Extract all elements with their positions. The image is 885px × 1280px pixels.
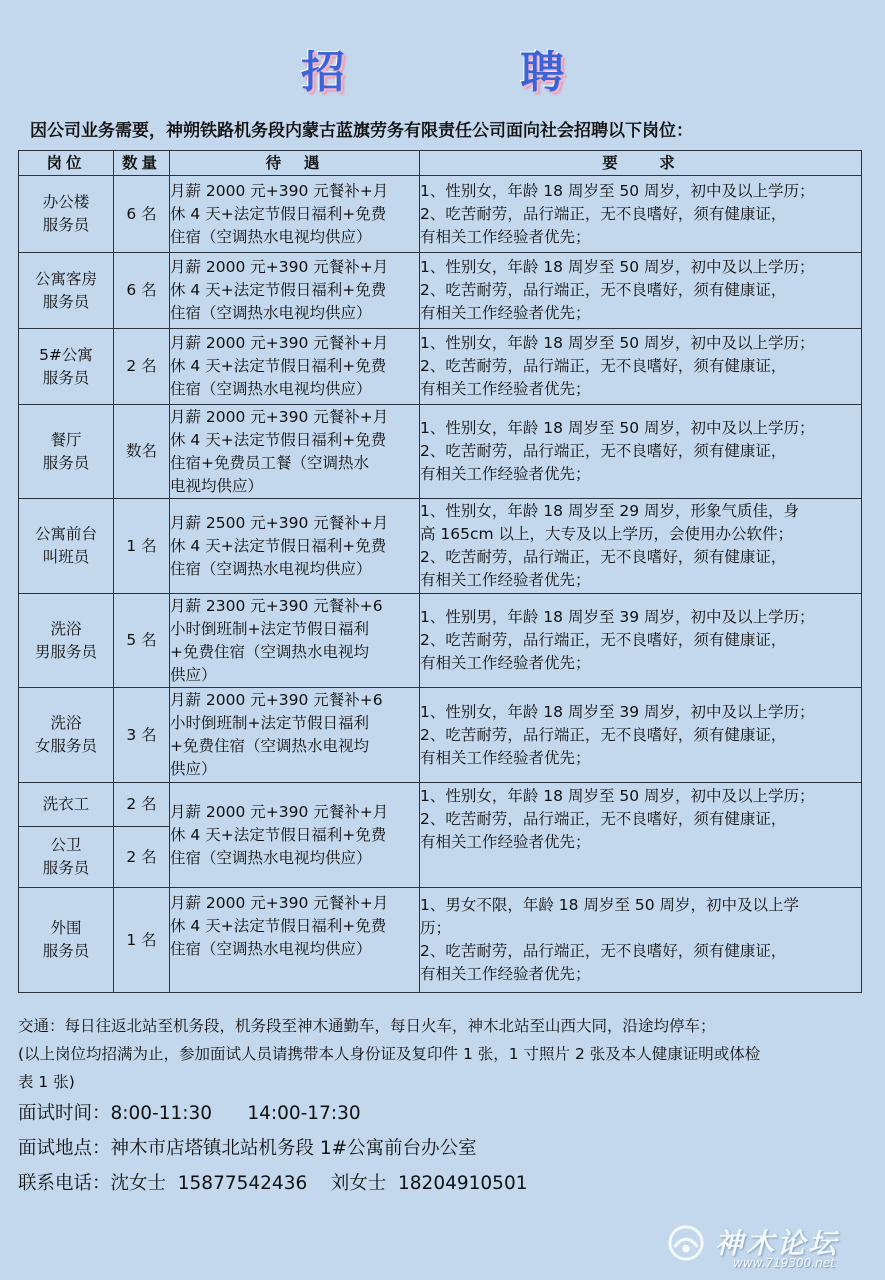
requirement-line: 有相关工作经验者优先； xyxy=(420,227,591,246)
pay-line: 休 4 天+法定节假日福利+免费 xyxy=(170,536,387,555)
note-text-1: (以上岗位均招满为止，参加面试人员请携带本人身份证及复印件 1 张，1 寸照片 2 张及本人健康证明或体检 xyxy=(18,1045,761,1063)
requirement-line: 2、吃苦耐劳，品行端正，无不良嗜好，须有健康证， xyxy=(420,631,787,649)
requirements-cell xyxy=(420,176,862,253)
pay-line: 供应） xyxy=(170,665,217,684)
requirement-line: 1、性别女，年龄 18 周岁至 50 周岁，初中及以上学历； xyxy=(420,258,815,276)
position-line: 公卫 xyxy=(50,836,82,854)
table-row xyxy=(19,253,862,329)
watermark-url: www.719300.net xyxy=(733,1256,835,1270)
pay-line: +免费住宿（空调热水电视均 xyxy=(170,737,369,755)
pay-line: 休 4 天+法定节假日福利+免费 xyxy=(170,204,387,223)
pay-line: 月薪 2300 元+390 元餐补+6 xyxy=(170,596,383,615)
pay-cell xyxy=(170,594,420,688)
requirement-line: 2、吃苦耐劳，品行端正，无不良嗜好，须有健康证， xyxy=(420,548,787,566)
position-line: 公寓前台 xyxy=(34,525,97,543)
position-cell xyxy=(19,176,114,253)
requirement-line: 有相关工作经验者优先； xyxy=(420,571,591,589)
header-position: 岗位 xyxy=(19,151,114,176)
pay-cell xyxy=(170,176,420,253)
position-cell xyxy=(19,688,114,783)
position-cell xyxy=(19,253,114,329)
requirement-line: 2、吃苦耐劳，品行端正，无不良嗜好，须有健康证， xyxy=(420,281,787,299)
count-cell: 2 名 xyxy=(114,783,170,827)
table-row xyxy=(19,329,862,405)
count-cell: 2 名 xyxy=(114,329,170,405)
requirements-cell xyxy=(420,405,862,499)
position-line: 服务员 xyxy=(42,942,90,960)
requirement-line: 2、吃苦耐劳，品行端正，无不良嗜好，须有健康证， xyxy=(420,810,787,828)
intro-text: 因公司业务需要，神朔铁路机务段内蒙古蓝旗劳务有限责任公司面向社会招聘以下岗位： xyxy=(30,121,693,141)
footer-info xyxy=(18,1012,868,1201)
requirements-cell xyxy=(420,499,862,594)
pay-line: 住宿（空调热水电视均供应） xyxy=(170,227,372,246)
pay-line: 电视均供应） xyxy=(170,476,264,495)
position-line: 叫班员 xyxy=(42,548,90,566)
count-cell: 1 名 xyxy=(114,888,170,993)
pay-line: 小时倒班制+法定节假日福利 xyxy=(170,619,369,638)
position-line: 服务员 xyxy=(42,453,90,472)
pay-line: 月薪 2000 元+390 元餐补+月 xyxy=(170,407,389,426)
pay-line: 供应） xyxy=(170,760,217,778)
position-line: 洗浴 xyxy=(50,619,82,638)
position-cell xyxy=(19,499,114,594)
table-row xyxy=(19,888,862,993)
table-row xyxy=(19,176,862,253)
position-line: 5#公寓 xyxy=(39,345,93,364)
pay-line: 住宿（空调热水电视均供应） xyxy=(170,380,372,398)
pay-line: 月薪 2000 元+390 元餐补+月 xyxy=(170,802,389,821)
pay-line: 住宿+免费员工餐（空调热水 xyxy=(170,453,369,472)
position-line: 服务员 xyxy=(42,368,90,387)
position-line: 女服务员 xyxy=(34,737,97,755)
position-cell xyxy=(19,594,114,688)
pay-line: 月薪 2000 元+390 元餐补+月 xyxy=(170,894,389,912)
requirements-cell xyxy=(420,688,862,783)
requirement-line: 1、男女不限，年龄 18 周岁至 50 周岁，初中及以上学 xyxy=(420,896,800,914)
watermark-text: 神木论坛 xyxy=(715,1227,840,1260)
position-line: 公寓客房 xyxy=(34,269,97,288)
pay-line: 休 4 天+法定节假日福利+免费 xyxy=(170,430,387,449)
pay-cell xyxy=(170,688,420,783)
count-cell: 2 名 xyxy=(114,827,170,888)
count-cell: 6 名 xyxy=(114,176,170,253)
requirements-cell xyxy=(420,594,862,688)
requirement-line: 有相关工作经验者优先； xyxy=(420,965,591,983)
count-cell: 5 名 xyxy=(114,594,170,688)
pay-line: 月薪 2000 元+390 元餐补+月 xyxy=(170,258,389,276)
position-line: 男服务员 xyxy=(34,642,97,661)
requirement-line: 2、吃苦耐劳，品行端正，无不良嗜好，须有健康证， xyxy=(420,442,787,460)
forum-logo-icon xyxy=(667,1224,705,1262)
requirement-line: 1、性别女，年龄 18 周岁至 39 周岁，初中及以上学历； xyxy=(420,702,815,721)
table-row xyxy=(19,783,862,827)
requirement-line: 1、性别女，年龄 18 周岁至 50 周岁，初中及以上学历； xyxy=(420,787,815,805)
pay-cell xyxy=(170,405,420,499)
position-line: 办公楼 xyxy=(42,193,90,211)
position-cell xyxy=(19,888,114,993)
position-cell xyxy=(19,405,114,499)
requirement-line: 有相关工作经验者优先； xyxy=(420,748,591,767)
requirement-line: 1、性别女，年龄 18 周岁至 29 周岁，形象气质佳，身 xyxy=(420,502,800,520)
interview-time: 面试时间：8:00-11:30 14:00-17:30 xyxy=(18,1103,361,1124)
contact-phone: 联系电话：沈女士 15877542436 刘女士 18204910501 xyxy=(18,1173,528,1194)
pay-line: +免费住宿（空调热水电视均 xyxy=(170,642,369,661)
requirement-line: 2、吃苦耐劳，品行端正，无不良嗜好，须有健康证， xyxy=(420,204,787,223)
position-line: 外围 xyxy=(50,919,82,937)
pay-line: 休 4 天+法定节假日福利+免费 xyxy=(170,357,387,375)
header-pay: 待 遇 xyxy=(170,151,420,176)
pay-line: 月薪 2000 元+390 元餐补+月 xyxy=(170,181,389,200)
forum-watermark xyxy=(667,1222,877,1272)
position-line: 服务员 xyxy=(42,859,90,877)
count-cell: 6 名 xyxy=(114,253,170,329)
pay-line: 住宿（空调热水电视均供应） xyxy=(170,848,372,867)
header-count: 数量 xyxy=(114,151,170,176)
table-row xyxy=(19,688,862,783)
page-title: 招 聘 xyxy=(300,47,645,98)
requirement-line: 历； xyxy=(420,919,452,937)
count-cell: 3 名 xyxy=(114,688,170,783)
count-cell: 1 名 xyxy=(114,499,170,594)
requirements-cell xyxy=(420,783,862,888)
pay-cell xyxy=(170,253,420,329)
position-cell xyxy=(19,783,114,827)
table-header-row xyxy=(19,151,862,176)
header-requirements: 要 求 xyxy=(420,151,862,176)
pay-line: 住宿（空调热水电视均供应） xyxy=(170,304,372,322)
pay-line: 休 4 天+法定节假日福利+免费 xyxy=(170,281,387,299)
requirement-line: 1、性别女，年龄 18 周岁至 50 周岁，初中及以上学历； xyxy=(420,334,815,352)
requirements-cell xyxy=(420,888,862,993)
pay-line: 休 4 天+法定节假日福利+免费 xyxy=(170,917,387,935)
requirements-cell xyxy=(420,329,862,405)
requirement-line: 有相关工作经验者优先； xyxy=(420,833,591,851)
position-line: 服务员 xyxy=(42,216,90,234)
position-cell xyxy=(19,329,114,405)
requirement-line: 2、吃苦耐劳，品行端正，无不良嗜好，须有健康证， xyxy=(420,357,787,375)
pay-line: 住宿（空调热水电视均供应） xyxy=(170,940,372,958)
requirement-line: 1、性别女，年龄 18 周岁至 50 周岁，初中及以上学历； xyxy=(420,419,815,437)
requirement-line: 2、吃苦耐劳，品行端正，无不良嗜好，须有健康证， xyxy=(420,725,787,744)
pay-cell xyxy=(170,499,420,594)
position-line: 洗浴 xyxy=(50,714,82,732)
position-line: 洗衣工 xyxy=(42,795,90,813)
requirement-line: 有相关工作经验者优先； xyxy=(420,380,591,398)
position-cell xyxy=(19,827,114,888)
pay-line: 住宿（空调热水电视均供应） xyxy=(170,559,372,578)
interview-place: 面试地点：神木市店塔镇北站机务段 1#公寓前台办公室 xyxy=(18,1138,477,1159)
pay-line: 月薪 2500 元+390 元餐补+月 xyxy=(170,513,389,532)
requirement-line: 有相关工作经验者优先； xyxy=(420,304,591,322)
note-text-2: 表 1 张) xyxy=(18,1073,75,1091)
requirement-line: 2、吃苦耐劳，品行端正，无不良嗜好，须有健康证， xyxy=(420,942,787,960)
requirement-line: 高 165cm 以上，大专及以上学历，会使用办公软件； xyxy=(420,525,794,543)
position-line: 餐厅 xyxy=(50,430,82,449)
table-row xyxy=(19,594,862,688)
pay-line: 月薪 2000 元+390 元餐补+6 xyxy=(170,691,383,709)
pay-cell xyxy=(170,329,420,405)
count-cell: 数名 xyxy=(114,405,170,499)
requirements-cell xyxy=(420,253,862,329)
traffic-text: 交通：每日往返北站至机务段，机务段至神木通勤车，每日火车，神木北站至山西大同，沿途均停车； xyxy=(18,1017,716,1035)
table-row xyxy=(19,499,862,594)
requirement-line: 1、性别女，年龄 18 周岁至 50 周岁，初中及以上学历； xyxy=(420,181,815,200)
pay-line: 月薪 2000 元+390 元餐补+月 xyxy=(170,334,389,352)
pay-cell xyxy=(170,783,420,888)
position-line: 服务员 xyxy=(42,292,90,311)
requirement-line: 1、性别男，年龄 18 周岁至 39 周岁，初中及以上学历； xyxy=(420,608,815,626)
requirement-line: 有相关工作经验者优先； xyxy=(420,465,591,483)
requirement-line: 有相关工作经验者优先； xyxy=(420,654,591,672)
pay-cell xyxy=(170,888,420,993)
table-row xyxy=(19,405,862,499)
pay-line: 休 4 天+法定节假日福利+免费 xyxy=(170,825,387,844)
pay-line: 小时倒班制+法定节假日福利 xyxy=(170,714,369,732)
jobs-table xyxy=(18,150,862,993)
